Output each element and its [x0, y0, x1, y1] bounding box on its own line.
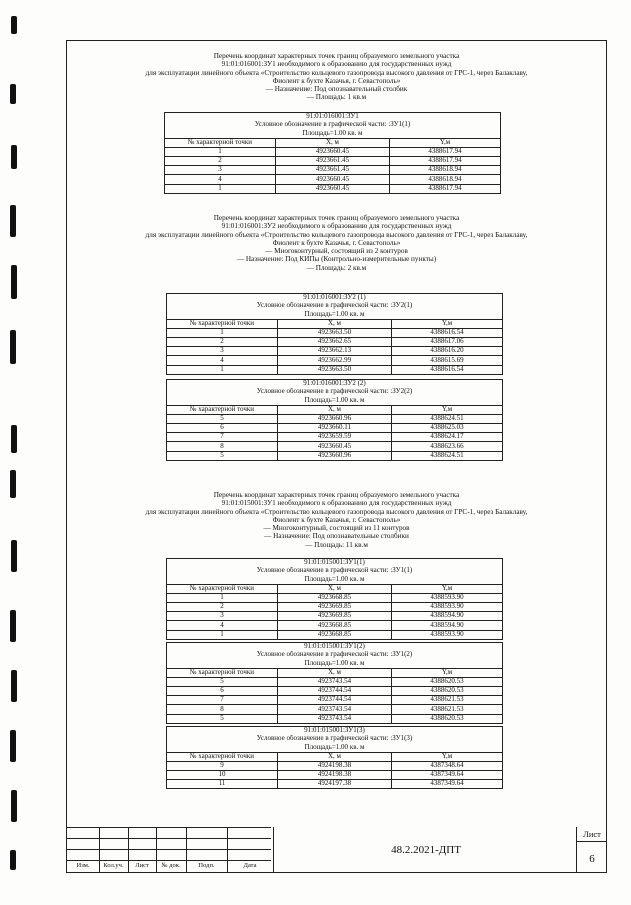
intro-line: для эксплуатации линейного объекта «Строительство кольцевого газопровода высокого давления от ГРС-1, через Балаклаву, — [145, 507, 528, 516]
purpose-line: — Назначение: Под опознавательные столбики — [264, 532, 409, 541]
contour-area: Площадь=1.00 кв. м — [167, 575, 503, 584]
point-number: 2 — [167, 602, 278, 611]
table-row — [167, 593, 503, 602]
table-row — [165, 147, 501, 156]
y-coordinate: 4388615.69 — [392, 356, 503, 365]
intro-line: 91:01:015001:ЗУ1 необходимого к образованию для государственных нужд — [221, 499, 452, 508]
grid-line — [67, 838, 271, 839]
point-number: 1 — [167, 365, 278, 374]
binding-hole-mark — [11, 670, 17, 702]
point-number: 9 — [167, 761, 278, 770]
y-coordinate: 4388594.90 — [392, 621, 503, 630]
table-row — [167, 705, 503, 714]
point-number: 1 — [167, 630, 278, 639]
table-row — [167, 423, 503, 432]
stamp-label: Лист — [135, 862, 149, 869]
y-coordinate: 4387349.64 — [392, 770, 503, 779]
grid-line — [67, 827, 271, 828]
point-number: 10 — [167, 770, 278, 779]
table-row — [165, 156, 501, 165]
binding-hole-mark — [11, 540, 17, 572]
coordinate-table — [166, 642, 503, 724]
point-number: 1 — [165, 147, 276, 156]
table-row — [167, 612, 503, 621]
title-block — [67, 827, 606, 873]
point-number: 8 — [167, 705, 278, 714]
point-number: 6 — [167, 423, 278, 432]
point-number: 2 — [167, 337, 278, 346]
y-coordinate: 4388618.94 — [390, 175, 501, 184]
document-code: 48.2.2021-ДПТ — [273, 827, 578, 873]
point-number: 6 — [167, 686, 278, 695]
y-coordinate: 4388621.53 — [392, 705, 503, 714]
point-number: 7 — [167, 433, 278, 442]
x-coordinate: 4923660.96 — [277, 451, 391, 460]
table-row — [165, 166, 501, 175]
area-line: — Площадь: 2 кв.м — [306, 263, 367, 272]
intro-line: Фиолент к бухте Казачья, г. Севастополь» — [272, 76, 401, 85]
point-number: 3 — [167, 347, 278, 356]
point-number: 11 — [167, 780, 278, 789]
table-row — [165, 175, 501, 184]
x-coordinate: 4923743.54 — [277, 677, 391, 686]
table-row — [167, 696, 503, 705]
intro-line: 91:01:016001:ЗУ2 необходимого к образованию для государственных нужд — [221, 222, 452, 231]
x-coordinate: 4923668.85 — [277, 593, 391, 602]
column-header-row — [167, 405, 503, 414]
y-coordinate: 4388593.90 — [392, 593, 503, 602]
y-coordinate: 4388620.53 — [392, 686, 503, 695]
column-header: № характерной точки — [167, 319, 278, 328]
table-row — [167, 356, 503, 365]
y-coordinate: 4388620.53 — [392, 677, 503, 686]
coordinate-table — [166, 558, 503, 640]
column-header: № характерной точки — [167, 752, 278, 761]
coordinate-table — [166, 293, 503, 375]
point-number: 4 — [167, 356, 278, 365]
y-coordinate: 4388617.94 — [390, 147, 501, 156]
contour-id: 91:01:015001:ЗУ1(3) — [167, 727, 503, 736]
sheet-divider — [577, 841, 607, 842]
y-coordinate: 4388594.90 — [392, 612, 503, 621]
x-coordinate: 4923744.54 — [277, 696, 391, 705]
table-row — [167, 328, 503, 337]
contour-id: 91:01:015001:ЗУ1(2) — [167, 643, 503, 652]
table-row — [167, 677, 503, 686]
y-coordinate: 4388617.94 — [390, 184, 501, 193]
x-coordinate: 4923668.85 — [277, 621, 391, 630]
x-coordinate: 4923660.45 — [275, 175, 389, 184]
y-coordinate: 4388593.90 — [392, 602, 503, 611]
y-coordinate: 4388616.54 — [392, 365, 503, 374]
x-coordinate: 4923743.54 — [277, 714, 391, 723]
column-header: X, м — [277, 319, 391, 328]
contour-designation: Условное обозначение в графической части: :ЗУ1(1) — [165, 121, 501, 129]
x-coordinate: 4923661.45 — [275, 156, 389, 165]
binding-hole-mark — [10, 205, 16, 237]
column-header: № характерной точки — [165, 138, 276, 147]
document-sheet — [66, 40, 607, 873]
column-header: X, м — [275, 138, 389, 147]
contour-area: Площадь=1.00 кв. м — [165, 129, 501, 138]
x-coordinate: 4923662.65 — [277, 337, 391, 346]
column-header: X, м — [277, 752, 391, 761]
point-number: 5 — [167, 451, 278, 460]
y-coordinate: 4388624.51 — [392, 451, 503, 460]
area-line: — Площадь: 11 кв.м — [305, 540, 368, 549]
x-coordinate: 4923662.99 — [277, 356, 391, 365]
x-coordinate: 4923660.45 — [275, 147, 389, 156]
contour-designation: Условное обозначение в графической части: :ЗУ2(2) — [167, 388, 503, 396]
contour-area: Площадь=1.00 кв. м — [167, 310, 503, 319]
contour-id: 91:01:015001:ЗУ1(1) — [167, 559, 503, 568]
contour-id: 91:01:016001:ЗУ1 — [165, 113, 501, 122]
column-header: Y,м — [392, 752, 503, 761]
y-coordinate: 4387349.64 — [392, 780, 503, 789]
table-row — [167, 630, 503, 639]
y-coordinate: 4388593.90 — [392, 630, 503, 639]
x-coordinate: 4923659.59 — [277, 433, 391, 442]
column-header: Y,м — [392, 668, 503, 677]
y-coordinate: 4388621.53 — [392, 696, 503, 705]
column-header: X, м — [277, 405, 391, 414]
intro-line: Перечень координат характерных точек границ образуемого земельного участка — [213, 214, 460, 222]
x-coordinate: 4923663.50 — [277, 328, 391, 337]
point-number: 7 — [167, 696, 278, 705]
x-coordinate: 4923669.85 — [277, 602, 391, 611]
coordinate-table — [164, 112, 501, 194]
point-number: 3 — [165, 166, 276, 175]
coordinate-table — [166, 379, 503, 461]
contour-designation: Условное обозначение в графической части: :ЗУ2(1) — [167, 302, 503, 310]
point-number: 5 — [167, 414, 278, 423]
x-coordinate: 4923660.96 — [277, 414, 391, 423]
binding-hole-mark — [10, 850, 16, 870]
binding-hole-mark — [10, 84, 16, 104]
column-header-row — [167, 668, 503, 677]
area-line: — Площадь: 1 кв.м — [306, 93, 367, 102]
column-header-row — [167, 319, 503, 328]
table-row — [167, 714, 503, 723]
binding-hole-mark — [11, 790, 17, 822]
contour-id: 91:01:016001:ЗУ2 (1) — [167, 294, 503, 303]
intro-line: для эксплуатации линейного объекта «Строительство кольцевого газопровода высокого давления от ГРС-1, через Балаклаву, — [145, 230, 528, 239]
point-number: 1 — [165, 184, 276, 193]
stamp-label: Изм. — [76, 862, 90, 869]
x-coordinate: 4923660.45 — [277, 442, 391, 451]
contours-line: — Многоконтурный, состоящий из 2 контуров — [265, 247, 408, 256]
contour-designation: Условное обозначение в графической части: :ЗУ1(3) — [167, 735, 503, 743]
x-coordinate: 4923660.45 — [275, 184, 389, 193]
x-coordinate: 4924198.38 — [277, 761, 391, 770]
x-coordinate: 4923744.54 — [277, 686, 391, 695]
contour-designation: Условное обозначение в графической части: :ЗУ1(1) — [167, 567, 503, 575]
table-row — [167, 770, 503, 779]
table-row — [167, 761, 503, 770]
purpose-line: — Назначение: Под КИПы (Контрольно-измерительные пункты) — [236, 255, 437, 264]
x-coordinate: 4924198.38 — [277, 770, 391, 779]
table-row — [167, 347, 503, 356]
point-number: 2 — [165, 156, 276, 165]
section-3-intro — [67, 491, 606, 549]
sheet-label: Лист — [583, 829, 601, 839]
contour-designation: Условное обозначение в графической части: :ЗУ1(2) — [167, 651, 503, 659]
section-1-intro — [67, 52, 606, 102]
contour-area: Площадь=1.00 кв. м — [167, 743, 503, 752]
column-header: № характерной точки — [167, 584, 278, 593]
x-coordinate: 4923660.11 — [277, 423, 391, 432]
intro-line: Перечень координат характерных точек границ образуемого земельного участка — [213, 491, 460, 499]
table-row — [167, 337, 503, 346]
sheet-box — [576, 827, 607, 873]
grid-line — [67, 860, 271, 861]
y-coordinate: 4388625.03 — [392, 423, 503, 432]
column-header: Y,м — [390, 138, 501, 147]
column-header-row — [165, 138, 501, 147]
point-number: 3 — [167, 612, 278, 621]
contour-id: 91:01:016001:ЗУ2 (2) — [167, 380, 503, 389]
column-header-row — [167, 584, 503, 593]
y-coordinate: 4388617.06 — [392, 337, 503, 346]
table-row — [167, 451, 503, 460]
binding-hole-mark — [10, 730, 16, 762]
table-row — [167, 621, 503, 630]
point-number: 5 — [167, 677, 278, 686]
table-row — [167, 433, 503, 442]
binding-hole-mark — [10, 330, 16, 364]
x-coordinate: 4923669.85 — [277, 612, 391, 621]
binding-hole-mark — [10, 610, 16, 642]
intro-line: Перечень координат характерных точек границ образуемого земельного участка — [213, 52, 460, 60]
table-row — [167, 686, 503, 695]
intro-line: 91:01:016001:ЗУ1 необходимого к образованию для государственных нужд — [221, 60, 452, 69]
contour-area: Площадь=1.00 кв. м — [167, 659, 503, 668]
stamp-label: Подп. — [198, 862, 215, 869]
table-row — [167, 442, 503, 451]
purpose-line: — Назначение: Под опознавательный столбик — [265, 85, 408, 94]
y-coordinate: 4387348.64 — [392, 761, 503, 770]
table-row — [165, 184, 501, 193]
y-coordinate: 4388623.66 — [392, 442, 503, 451]
table-row — [167, 780, 503, 789]
binding-hole-mark — [11, 145, 17, 169]
point-number: 4 — [165, 175, 276, 184]
sheet-number: 6 — [589, 853, 595, 865]
stamp-label: Дата — [243, 862, 257, 869]
x-coordinate: 4923662.13 — [277, 347, 391, 356]
point-number: 4 — [167, 621, 278, 630]
column-header: Y,м — [392, 405, 503, 414]
stamp-label: Кол.уч. — [103, 862, 124, 869]
column-header: X, м — [277, 584, 391, 593]
x-coordinate: 4923663.50 — [277, 365, 391, 374]
y-coordinate: 4388617.94 — [390, 156, 501, 165]
y-coordinate: 4388624.17 — [392, 433, 503, 442]
contours-line: — Многоконтурный, состоящий из 11 контуров — [263, 524, 410, 533]
binding-hole-mark — [10, 470, 16, 498]
binding-hole-mark — [11, 425, 17, 453]
table-row — [167, 365, 503, 374]
binding-hole-mark — [11, 265, 17, 299]
column-header: Y,м — [392, 584, 503, 593]
x-coordinate: 4923668.85 — [277, 630, 391, 639]
binding-hole-mark — [11, 16, 17, 34]
section-2-intro — [67, 214, 606, 272]
intro-line: Фиолент к бухте Казачья, г. Севастополь» — [272, 515, 401, 524]
x-coordinate: 4923743.54 — [277, 705, 391, 714]
stamp-label: № док. — [161, 862, 181, 869]
coordinate-table — [166, 726, 503, 789]
intro-line: Фиолент к бухте Казачья, г. Севастополь» — [272, 238, 401, 247]
contour-area: Площадь=1.00 кв. м — [167, 396, 503, 405]
point-number: 5 — [167, 714, 278, 723]
y-coordinate: 4388624.51 — [392, 414, 503, 423]
column-header-row — [167, 752, 503, 761]
table-row — [167, 414, 503, 423]
y-coordinate: 4388616.54 — [392, 328, 503, 337]
point-number: 1 — [167, 328, 278, 337]
y-coordinate: 4388620.53 — [392, 714, 503, 723]
point-number: 8 — [167, 442, 278, 451]
grid-line — [67, 849, 271, 850]
y-coordinate: 4388618.94 — [390, 166, 501, 175]
x-coordinate: 4923661.45 — [275, 166, 389, 175]
x-coordinate: 4924197.38 — [277, 780, 391, 789]
column-header: X, м — [277, 668, 391, 677]
y-coordinate: 4388616.20 — [392, 347, 503, 356]
column-header: № характерной точки — [167, 405, 278, 414]
intro-line: для эксплуатации линейного объекта «Строительство кольцевого газопровода высокого давления от ГРС-1, через Балаклаву, — [145, 68, 528, 77]
column-header: Y,м — [392, 319, 503, 328]
point-number: 1 — [167, 593, 278, 602]
table-row — [167, 602, 503, 611]
column-header: № характерной точки — [167, 668, 278, 677]
